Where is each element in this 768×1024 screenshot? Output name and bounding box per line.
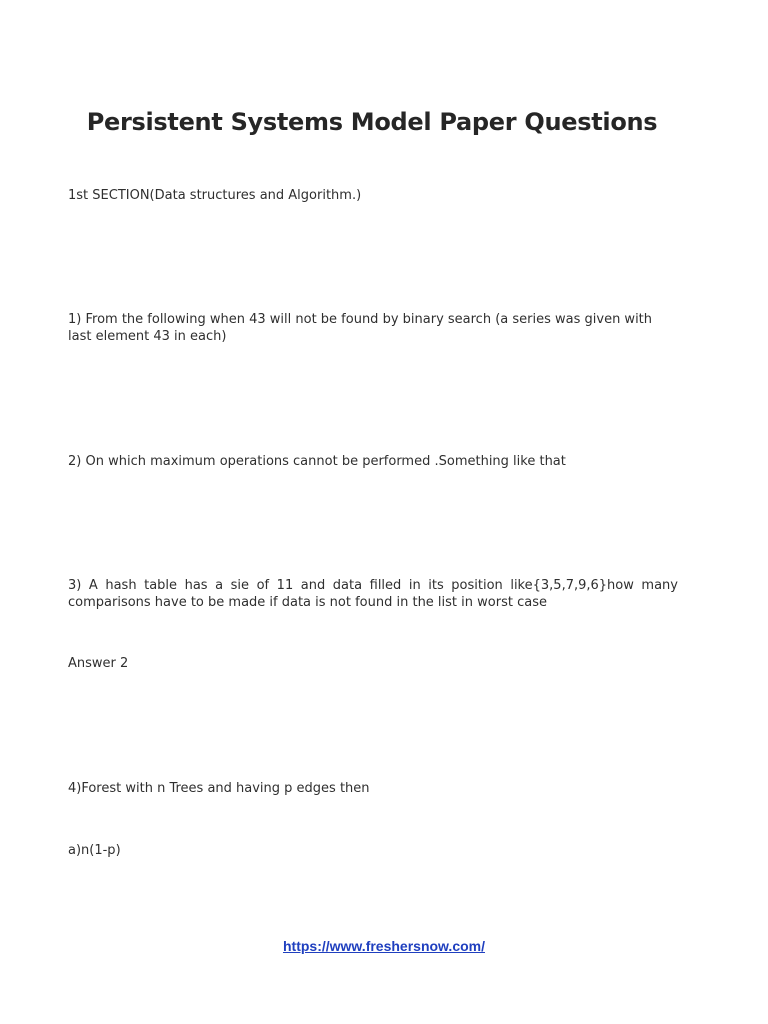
option-q4-a: a)n(1-p) [68, 843, 121, 858]
footer-website-link[interactable]: https://www.freshersnow.com/ [283, 938, 485, 954]
question-1: 1) From the following when 43 will not be found by binary search (a series was given with last element 43 in each) [68, 312, 653, 344]
question-2: 2) On which maximum operations cannot be performed .Something like that [68, 454, 566, 469]
question-4: 4)Forest with n Trees and having p edges then [68, 781, 370, 796]
question-3: 3) A hash table has a sie of 11 and data filled in its position like{3,5,7,9,6}how many comparisons have to be made if data is not found in the list in worst case [68, 578, 678, 610]
answer-q3: Answer 2 [68, 656, 129, 671]
page-title: Persistent Systems Model Paper Questions [86, 108, 658, 136]
section-heading: 1st SECTION(Data structures and Algorithm.) [68, 188, 362, 203]
